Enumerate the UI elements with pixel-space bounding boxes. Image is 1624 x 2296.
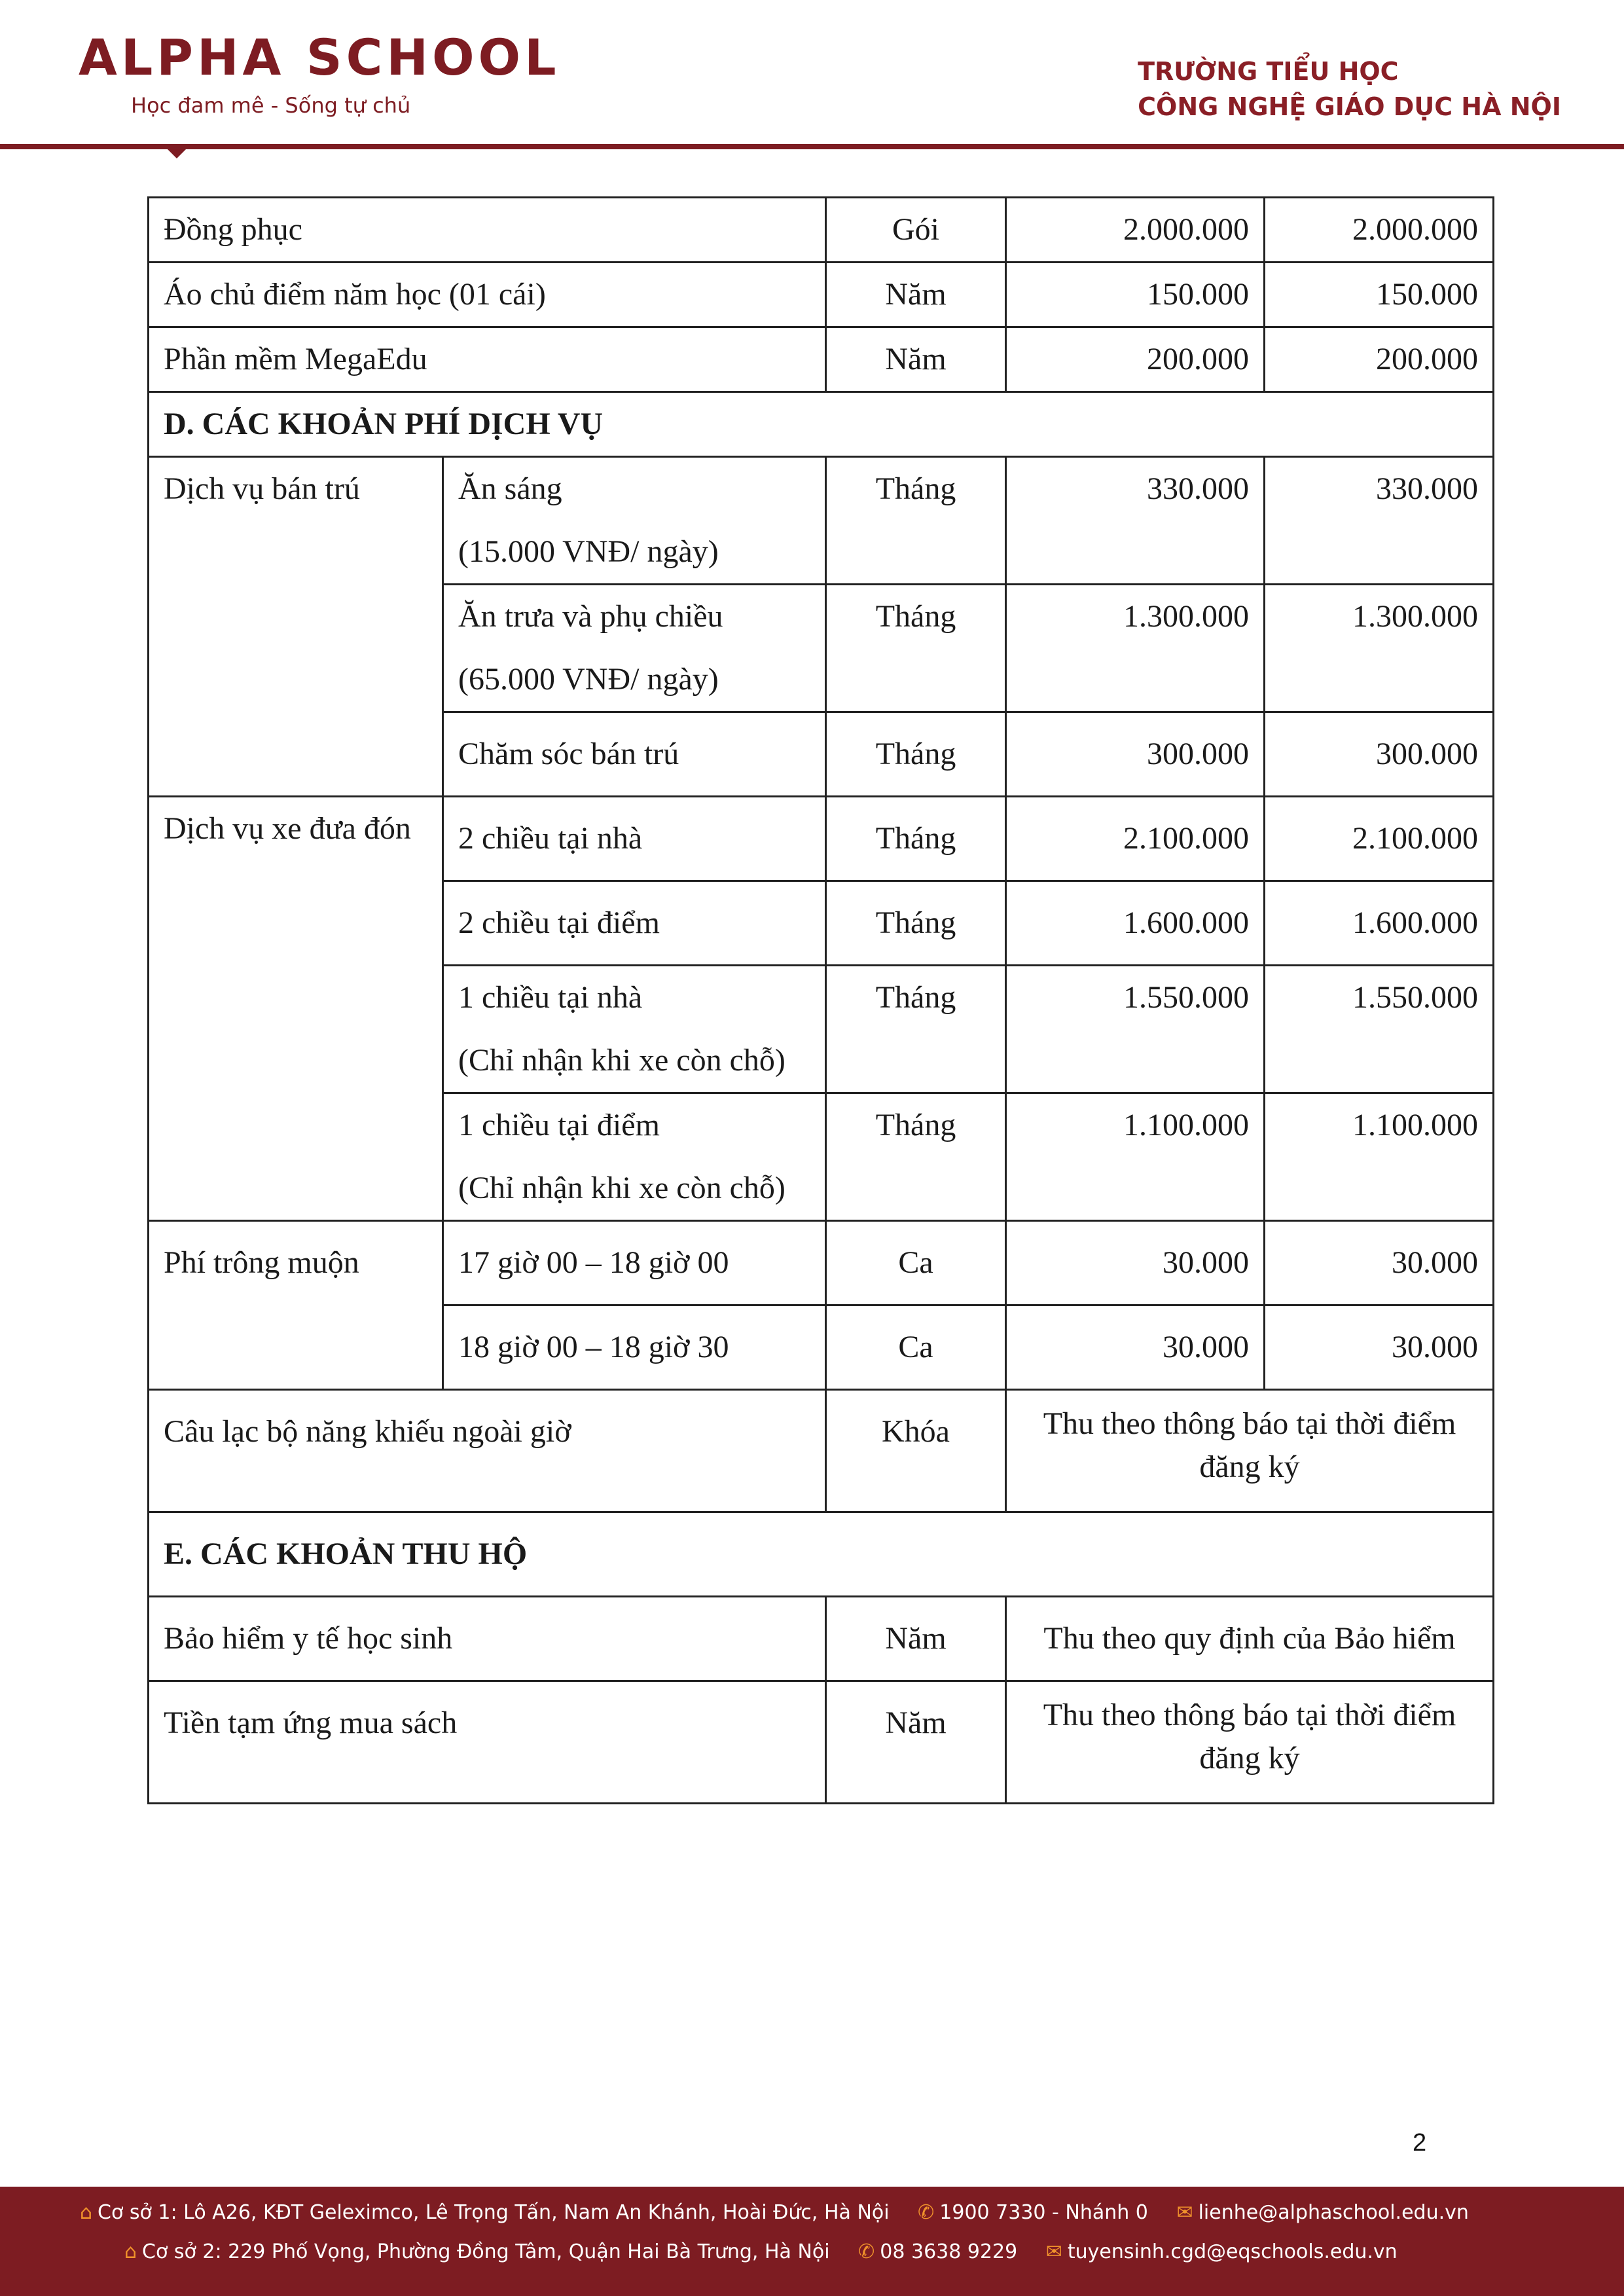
mail-icon: ✉ (1045, 2240, 1062, 2263)
school-name-line1: TRƯỜNG TIỂU HỌC (1138, 57, 1399, 86)
unit-cell: Ca (826, 1305, 1006, 1390)
item-line: (65.000 VNĐ/ ngày) (458, 662, 719, 697)
table-row (149, 1681, 1494, 1804)
value-cell: 30.000 (1006, 1221, 1265, 1305)
footer-email-2-text: tuyensinh.cgd@eqschools.edu.vn (1067, 2240, 1398, 2263)
group-cell-xe-dua-don: Dịch vụ xe đưa đón (149, 797, 443, 1221)
footer-email-1-text: lienhe@alphaschool.edu.vn (1198, 2201, 1469, 2224)
unit-cell: Tháng (826, 457, 1006, 585)
group-cell-trong-muon: Phí trông muộn (149, 1221, 443, 1390)
value-cell: 30.000 (1265, 1221, 1494, 1305)
item-cell (443, 457, 826, 585)
group-cell-ban-tru: Dịch vụ bán trú (149, 457, 443, 797)
table-row (149, 1221, 1494, 1305)
value-cell: 30.000 (1265, 1305, 1494, 1390)
item-cell: Bảo hiểm y tế học sinh (149, 1597, 826, 1681)
footer-row-1 (80, 2201, 1491, 2224)
header-rule (0, 144, 1624, 149)
item-cell: Phần mềm MegaEdu (149, 327, 826, 392)
table-row (149, 263, 1494, 327)
value-cell: 300.000 (1006, 712, 1265, 797)
item-line: (Chỉ nhận khi xe còn chỗ) (458, 1043, 785, 1078)
value-cell: 2.100.000 (1265, 797, 1494, 881)
note-cell (1006, 1390, 1494, 1512)
home-icon: ⌂ (80, 2201, 93, 2224)
phone-icon: ✆ (858, 2240, 875, 2263)
footer-email-1[interactable] (1176, 2201, 1468, 2224)
unit-cell: Năm (826, 263, 1006, 327)
section-row (149, 392, 1494, 457)
item-line: (15.000 VNĐ/ ngày) (458, 534, 719, 569)
item-cell (443, 1093, 826, 1221)
value-cell: 330.000 (1006, 457, 1265, 585)
item-cell (443, 585, 826, 712)
note-line: đăng ký (1199, 1741, 1300, 1776)
header-notch (168, 149, 186, 158)
value-cell: 200.000 (1006, 327, 1265, 392)
note-cell (1006, 1681, 1494, 1804)
footer-phone-1[interactable] (918, 2201, 1148, 2224)
item-line: Ăn trưa và phụ chiều (458, 599, 723, 634)
table-row (149, 327, 1494, 392)
unit-cell: Tháng (826, 797, 1006, 881)
school-name (1138, 54, 1561, 124)
footer-address-1 (80, 2201, 890, 2224)
value-cell: 1.550.000 (1265, 966, 1494, 1093)
logo-title: ALPHA SCHOOL (79, 28, 560, 86)
item-cell: Đồng phục (149, 198, 826, 263)
value-cell: 30.000 (1006, 1305, 1265, 1390)
page-header (0, 0, 1624, 157)
unit-cell: Tháng (826, 1093, 1006, 1221)
value-cell: 1.300.000 (1265, 585, 1494, 712)
footer-email-2[interactable] (1046, 2240, 1398, 2263)
item-cell: Chăm sóc bán trú (443, 712, 826, 797)
school-name-line2: CÔNG NGHỆ GIÁO DỤC HÀ NỘI (1138, 92, 1561, 121)
item-line: (Chỉ nhận khi xe còn chỗ) (458, 1171, 785, 1205)
unit-cell: Ca (826, 1221, 1006, 1305)
item-cell: 2 chiều tại nhà (443, 797, 826, 881)
note-line: Thu theo thông báo tại thời điểm (1043, 1406, 1456, 1441)
note-cell: Thu theo quy định của Bảo hiểm (1006, 1597, 1494, 1681)
section-heading-d: D. CÁC KHOẢN PHÍ DỊCH VỤ (149, 392, 1494, 457)
value-cell: 2.000.000 (1265, 198, 1494, 263)
value-cell: 1.100.000 (1265, 1093, 1494, 1221)
item-cell: Áo chủ điểm năm học (01 cái) (149, 263, 826, 327)
section-row (149, 1512, 1494, 1597)
unit-cell: Năm (826, 1597, 1006, 1681)
page-number: 2 (1413, 2129, 1427, 2157)
value-cell: 1.300.000 (1006, 585, 1265, 712)
item-line: 1 chiều tại điểm (458, 1108, 660, 1142)
item-line: 1 chiều tại nhà (458, 980, 643, 1015)
footer-phone-1-text: 1900 7330 - Nhánh 0 (939, 2201, 1148, 2224)
section-heading-e: E. CÁC KHOẢN THU HỘ (149, 1512, 1494, 1597)
note-line: đăng ký (1199, 1449, 1300, 1484)
table-row (149, 797, 1494, 881)
unit-cell: Năm (826, 1681, 1006, 1804)
value-cell: 330.000 (1265, 457, 1494, 585)
phone-icon: ✆ (918, 2201, 935, 2224)
table-row (149, 1390, 1494, 1512)
unit-cell: Tháng (826, 585, 1006, 712)
unit-cell: Gói (826, 198, 1006, 263)
mail-icon: ✉ (1176, 2201, 1193, 2224)
value-cell: 2.100.000 (1006, 797, 1265, 881)
value-cell: 2.000.000 (1006, 198, 1265, 263)
value-cell: 150.000 (1006, 263, 1265, 327)
value-cell: 150.000 (1265, 263, 1494, 327)
page-footer (0, 2187, 1624, 2296)
footer-address-1-text: Cơ sở 1: Lô A26, KĐT Geleximco, Lê Trọng Tấn, Nam An Khánh, Hoài Đức, Hà Nội (98, 2201, 890, 2224)
item-line: Ăn sáng (458, 471, 562, 506)
item-cell: 2 chiều tại điểm (443, 881, 826, 966)
unit-cell: Tháng (826, 966, 1006, 1093)
home-icon: ⌂ (124, 2240, 137, 2263)
value-cell: 1.600.000 (1265, 881, 1494, 966)
item-cell (443, 966, 826, 1093)
table-row (149, 1597, 1494, 1681)
table-row (149, 457, 1494, 585)
item-cell: 18 giờ 00 – 18 giờ 30 (443, 1305, 826, 1390)
unit-cell: Năm (826, 327, 1006, 392)
item-cell: Câu lạc bộ năng khiếu ngoài giờ (149, 1390, 826, 1512)
unit-cell: Tháng (826, 712, 1006, 797)
table-row (149, 198, 1494, 263)
footer-address-2 (124, 2240, 830, 2263)
value-cell: 300.000 (1265, 712, 1494, 797)
item-cell: Tiền tạm ứng mua sách (149, 1681, 826, 1804)
footer-row-2 (124, 2240, 1420, 2263)
unit-cell: Khóa (826, 1390, 1006, 1512)
note-line: Thu theo thông báo tại thời điểm (1043, 1698, 1456, 1732)
item-cell: 17 giờ 00 – 18 giờ 00 (443, 1221, 826, 1305)
fee-table (147, 196, 1494, 1804)
unit-cell: Tháng (826, 881, 1006, 966)
logo-slogan: Học đam mê - Sống tự chủ (131, 93, 411, 118)
value-cell: 1.600.000 (1006, 881, 1265, 966)
value-cell: 1.100.000 (1006, 1093, 1265, 1221)
footer-phone-2[interactable] (858, 2240, 1017, 2263)
value-cell: 1.550.000 (1006, 966, 1265, 1093)
footer-address-2-text: Cơ sở 2: 229 Phố Vọng, Phường Đồng Tâm, Quận Hai Bà Trưng, Hà Nội (142, 2240, 830, 2263)
value-cell: 200.000 (1265, 327, 1494, 392)
footer-phone-2-text: 08 3638 9229 (880, 2240, 1018, 2263)
